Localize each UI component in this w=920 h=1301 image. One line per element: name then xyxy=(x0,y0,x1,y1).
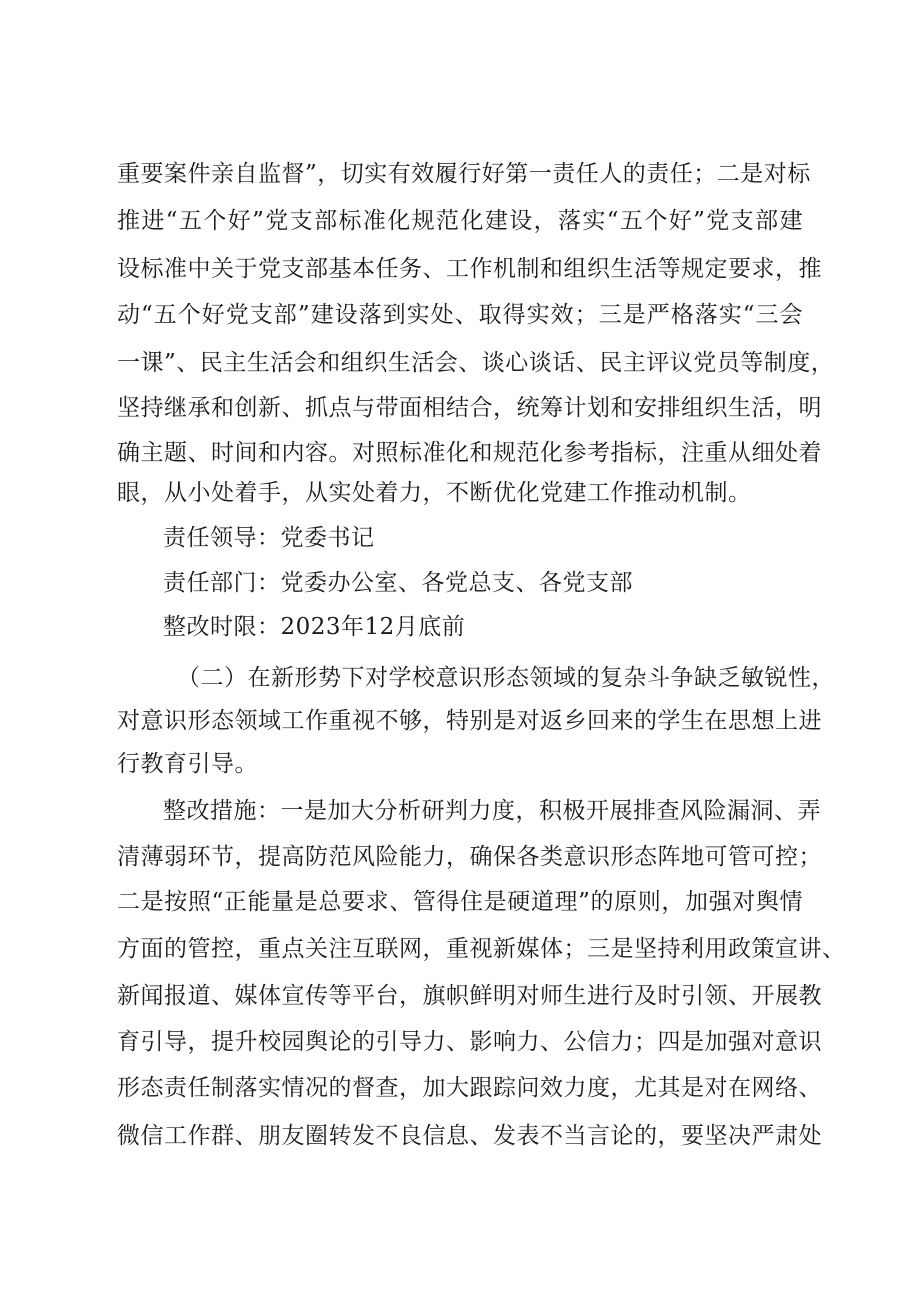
text-line: 二是按照“正能量是总要求、管得住是硬道理”的原则，加强对舆情 xyxy=(117,889,803,915)
text-line: 形态责任制落实情况的督查，加大跟踪问效力度，尤其是对在网络、 xyxy=(117,1075,822,1101)
section-heading: （二）在新形势下对学校意识形态领域的复杂斗争缺乏敏锐性， xyxy=(177,665,835,691)
text-line: 坚持继承和创新、抓点与带面相结合，统筹计划和安排组织生活，明 xyxy=(117,395,822,421)
text-line: 整改措施：一是加大分析研判力度，积极开展排查风险漏洞、弄 xyxy=(163,798,821,824)
responsible-leader: 责任领导：党委书记 xyxy=(163,525,375,551)
text-line: 眼，从小处着手，从实处着力，不断优化党建工作推动机制。 xyxy=(117,480,752,506)
text-line: 推进“五个好”党支部标准化规范化建设，落实“五个好”党支部建 xyxy=(117,208,803,234)
text-line: 微信工作群、朋友圈转发不良信息、发表不当言论的，要坚决严肃处 xyxy=(117,1123,822,1149)
text-line: 一课”、民主生活会和组织生活会、谈心谈话、民主评议党员等制度， xyxy=(117,350,835,376)
text-line: 育引导，提升校园舆论的引导力、影响力、公信力；四是加强对意识 xyxy=(117,1029,822,1055)
text-line: 确主题、时间和内容。对照标准化和规范化参考指标，注重从细处着 xyxy=(117,440,822,466)
text-line: 行教育引导。 xyxy=(117,751,258,777)
text-line: 清薄弱环节，提高防范风险能力，确保各类意识形态阵地可管可控； xyxy=(117,844,822,870)
text-line: 设标准中关于党支部基本任务、工作机制和组织生活等规定要求，推 xyxy=(117,256,822,282)
text-line: 方面的管控，重点关注互联网，重视新媒体；三是坚持利用政策宣讲、 xyxy=(117,936,846,962)
text-line: 重要案件亲自监督”，切实有效履行好第一责任人的责任；二是对标 xyxy=(117,161,811,187)
deadline: 整改时限：2023年12月底前 xyxy=(163,614,466,640)
text-line: 新闻报道、媒体宣传等平台，旗帜鲜明对师生进行及时引领、开展教 xyxy=(117,983,822,1009)
text-line: 动“五个好党支部”建设落到实处、取得实效；三是严格落实“三会 xyxy=(117,302,803,328)
text-line: 对意识形态领域工作重视不够，特别是对返乡回来的学生在思想上进 xyxy=(117,708,822,734)
responsible-department: 责任部门：党委办公室、各党总支、各党支部 xyxy=(163,570,633,596)
